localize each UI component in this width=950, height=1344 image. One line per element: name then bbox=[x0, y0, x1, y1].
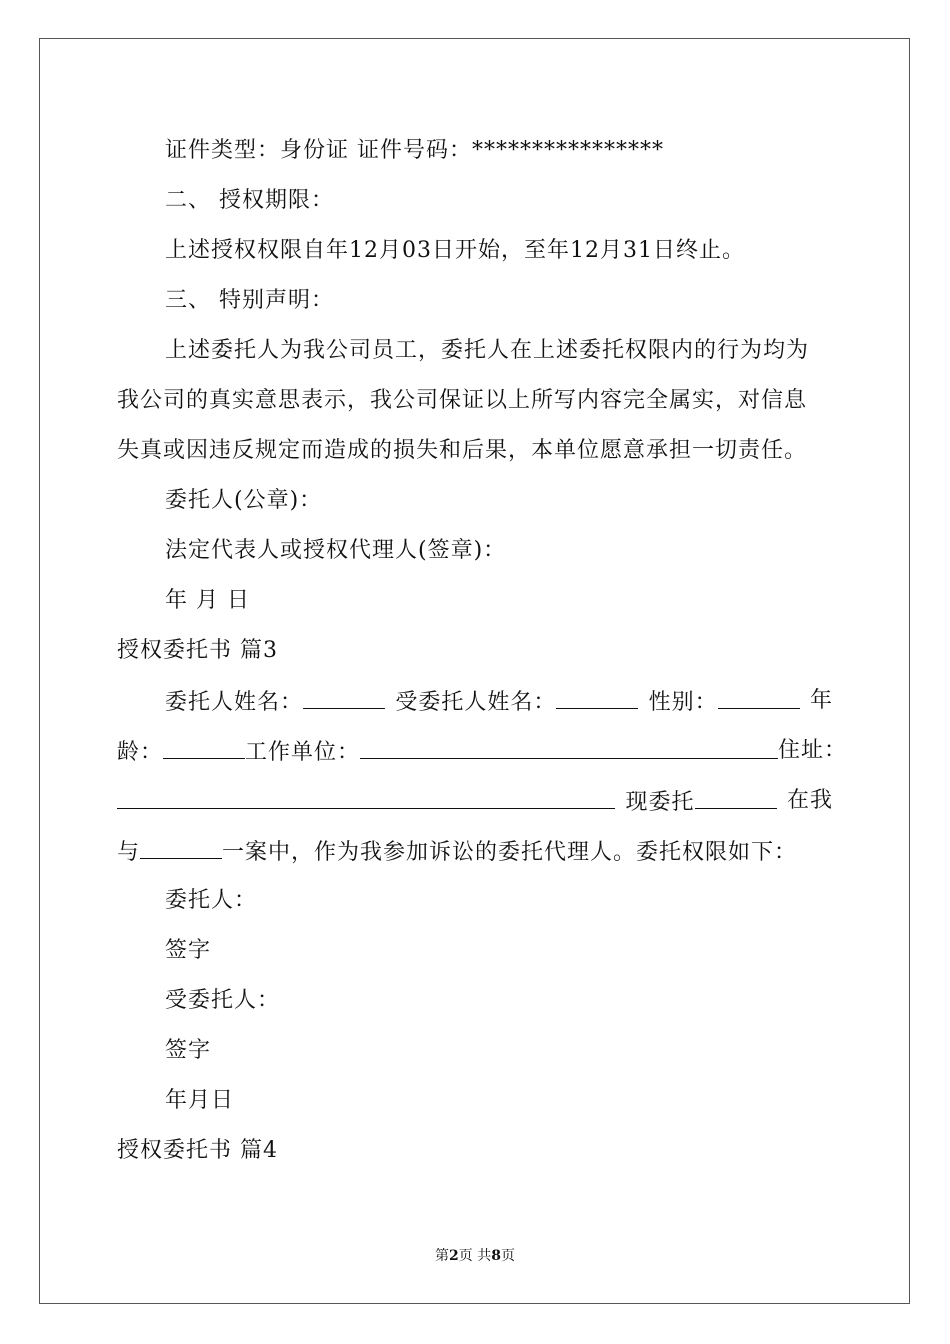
form-row-4 bbox=[117, 836, 797, 868]
case-text: 一案中，作为我参加诉讼的委托代理人。委托权限如下： bbox=[222, 840, 798, 865]
page-footer bbox=[0, 1246, 950, 1266]
age-blank[interactable] bbox=[163, 736, 245, 759]
opposing-party-blank[interactable] bbox=[140, 836, 222, 859]
signature-date-line: 年月日 bbox=[165, 1088, 235, 1113]
principal-label: 委托人： bbox=[165, 888, 258, 913]
address-blank[interactable] bbox=[117, 786, 615, 809]
date-line: 年 月 日 bbox=[165, 588, 250, 613]
declaration-line-1: 上述委托人为我公司员工，委托人在上述委托权限内的行为均为 bbox=[165, 338, 810, 363]
section-heading-3: 授权委托书 篇3 bbox=[117, 638, 278, 663]
footer-prefix: 第 bbox=[435, 1248, 450, 1264]
principal-name-blank[interactable] bbox=[303, 686, 385, 709]
current-page-number: 2 bbox=[449, 1248, 459, 1264]
declaration-line-3: 失真或因违反规定而造成的损失和后果，本单位愿意承担一切责任。 bbox=[117, 438, 808, 463]
work-unit-label: 工作单位： bbox=[245, 740, 361, 765]
age-label-part1: 年 bbox=[809, 688, 833, 713]
entrust-label: 现委托 bbox=[625, 790, 695, 815]
total-page-number: 8 bbox=[491, 1248, 501, 1264]
entrusted-person-blank[interactable] bbox=[695, 786, 777, 809]
gender-blank[interactable] bbox=[718, 686, 800, 709]
footer-suffix: 页 bbox=[500, 1248, 515, 1264]
in-my-label: 在我 bbox=[786, 788, 833, 813]
with-label: 与 bbox=[117, 840, 141, 865]
agent-label: 受委托人： bbox=[165, 988, 281, 1013]
principal-name-label: 委托人姓名： bbox=[165, 690, 304, 715]
section-heading-4: 授权委托书 篇4 bbox=[117, 1138, 278, 1163]
form-row-2 bbox=[117, 736, 848, 768]
age-label-part2: 龄： bbox=[117, 740, 164, 765]
principal-seal-line: 委托人(公章)： bbox=[165, 488, 323, 513]
section-two-heading: 二、 授权期限： bbox=[165, 188, 334, 213]
section-three-heading: 三、 特别声明： bbox=[165, 288, 334, 313]
form-row-1 bbox=[165, 686, 833, 718]
work-unit-blank[interactable] bbox=[360, 736, 778, 759]
principal-signature-label: 签字 bbox=[165, 938, 212, 963]
declaration-line-2: 我公司的真实意思表示，我公司保证以上所写内容完全属实，对信息 bbox=[117, 388, 808, 413]
footer-mid: 页 共 bbox=[458, 1248, 492, 1264]
address-label: 住址： bbox=[778, 738, 848, 763]
form-row-3 bbox=[117, 786, 833, 818]
agent-signature-label: 签字 bbox=[165, 1038, 212, 1063]
legal-rep-signature-line: 法定代表人或授权代理人(签章)： bbox=[165, 538, 507, 563]
gender-label: 性别： bbox=[648, 690, 718, 715]
authorization-period-text: 上述授权权限自年12月03日开始，至年12月31日终止。 bbox=[165, 238, 745, 263]
agent-name-blank[interactable] bbox=[556, 686, 638, 709]
id-type-line: 证件类型：身份证 证件号码：**************** bbox=[165, 138, 664, 163]
agent-name-label: 受委托人姓名： bbox=[395, 690, 557, 715]
